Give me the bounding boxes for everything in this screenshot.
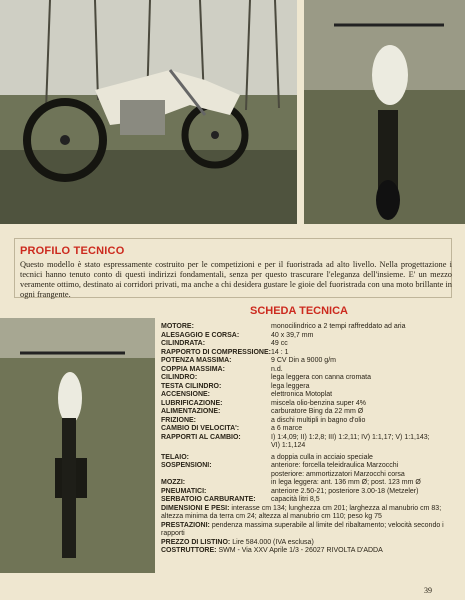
- profilo-tecnico-box: [14, 238, 452, 298]
- spec-label: CILINDRO:: [161, 374, 198, 381]
- spec-row: [161, 323, 457, 332]
- spec-row: [161, 408, 457, 417]
- spec-label: CILINDRATA:: [161, 340, 206, 347]
- scheda-title: SCHEDA TECNICA: [250, 305, 348, 317]
- spec-row: [161, 349, 457, 358]
- spec-value: 40 x 39,7 mm: [271, 331, 314, 339]
- spec-label: DIMENSIONI E PESI:: [161, 504, 230, 512]
- spec-group-engine: [161, 323, 457, 451]
- spec-label: MOTORE:: [161, 323, 194, 330]
- spec-label: PREZZO DI LISTINO:: [161, 538, 231, 546]
- spec-label: POTENZA MASSIMA:: [161, 357, 232, 364]
- spec-value: carburatore Bing da 22 mm Ø: [271, 408, 364, 415]
- spec-label: RAPPORTI AL CAMBIO:: [161, 433, 241, 441]
- spec-value: 49 cc: [271, 340, 288, 347]
- spec-prezzo: [161, 539, 457, 548]
- motorcycle-rear-photo: [0, 318, 155, 573]
- spec-row: [161, 391, 457, 400]
- spec-row: [161, 366, 457, 375]
- spec-label: FRIZIONE:: [161, 416, 196, 424]
- profilo-title: PROFILO TECNICO: [20, 245, 125, 257]
- spec-label: ALESAGGIO E CORSA:: [161, 331, 240, 339]
- spec-row: [161, 488, 457, 497]
- spec-label: LUBRIFICAZIONE:: [161, 399, 223, 407]
- spec-value: Lire 584.000 (IVA esclusa): [232, 538, 314, 546]
- spec-dimensioni: [161, 505, 457, 522]
- spec-row: [161, 332, 457, 341]
- spec-label: CAMBIO DI VELOCITA':: [161, 425, 240, 432]
- spec-label: ACCENSIONE:: [161, 391, 211, 398]
- spec-value: in lega leggera: ant. 136 mm Ø; post. 123 mm Ø: [271, 479, 421, 486]
- spec-value: a 6 marce: [271, 425, 303, 432]
- spec-prestazioni: [161, 522, 457, 539]
- spec-value: elettronica Motoplat: [271, 391, 333, 398]
- spec-value: a doppia culla in acciaio speciale: [271, 453, 373, 461]
- spec-value: pendenza massima superabile al limite del ribaltamento; velocità secondo i rapporti: [161, 521, 444, 537]
- spec-value: SWM - Via XXV Aprile 1/3 - 26027 RIVOLTA D'ADDA: [218, 547, 383, 554]
- spec-row: [161, 434, 457, 451]
- spec-value: miscela olio-benzina super 4%: [271, 399, 366, 407]
- spec-label: MOZZI:: [161, 479, 186, 486]
- spec-row: [161, 454, 457, 463]
- spec-row: [161, 479, 457, 488]
- spec-label: SOSPENSIONI:: [161, 462, 212, 469]
- spec-value: I) 1:4,09; II) 1:2,8; III) 1:2,11; IV) 1:1,17; V) 1:1,143; VI) 1:1,124: [271, 433, 430, 449]
- spec-row: [161, 425, 457, 434]
- spec-value: monocilindrico a 2 tempi raffreddato ad aria: [271, 323, 406, 330]
- spec-label: SERBATOIO CARBURANTE:: [161, 496, 256, 503]
- spec-value: 14 : 1: [271, 348, 289, 356]
- page-number: 39: [424, 586, 432, 595]
- spec-label: PNEUMATICI:: [161, 487, 207, 495]
- spec-row: [161, 340, 457, 349]
- spec-row: [161, 357, 457, 366]
- spec-row: [161, 417, 457, 426]
- spec-value: anteriore: forcella teleidraulica Marzocchi posteriore: ammortizzatori Marzocchi corsa: [271, 462, 405, 478]
- spec-row: [161, 496, 457, 505]
- spec-label: ALIMENTAZIONE:: [161, 408, 221, 415]
- spec-row: [161, 383, 457, 392]
- spec-label: PRESTAZIONI:: [161, 521, 210, 529]
- spec-row: [161, 400, 457, 409]
- spec-label: COPPIA MASSIMA:: [161, 365, 225, 373]
- spec-value: n.d.: [271, 365, 283, 373]
- spec-value: interasse cm 134; lunghezza cm 201; larghezza al manubrio cm 83; altezza minima da terra cm 24; altezza al manubrio cm 110; peso kg 75: [161, 504, 442, 520]
- spec-value: anteriore 2.50-21; posteriore 3.00-18 (Metzeler): [271, 487, 419, 495]
- spec-table: [161, 323, 457, 556]
- spec-value: a dischi multipli in bagno d'olio: [271, 416, 366, 424]
- motorcycle-front-photo: [304, 0, 465, 224]
- spec-row: [161, 374, 457, 383]
- spec-costruttore: [161, 547, 457, 556]
- spec-label: COSTRUTTORE:: [161, 547, 217, 554]
- spec-label: TESTA CILINDRO:: [161, 382, 222, 390]
- spec-value: 9 CV Din a 9000 g/m: [271, 357, 336, 364]
- spec-label: RAPPORTO DI COMPRESSIONE:: [161, 348, 271, 356]
- spec-value: lega leggera con canna cromata: [271, 374, 372, 381]
- spec-label: TELAIO:: [161, 453, 189, 461]
- spec-group-chassis: [161, 454, 457, 505]
- spec-row: [161, 462, 457, 479]
- spec-value: lega leggera: [271, 382, 310, 390]
- motorcycle-side-photo: [0, 0, 297, 224]
- spec-value: capacità litri 8,5: [271, 496, 320, 503]
- profilo-text: Questo modello è stato espressamente costruito per le competizioni e per il fuoristrada ad alto livello. Nella progettazione i tecnici hanno tenuto conto di questi indirizzi fondamentali, senza per questo trascurare l'eleganza dell'insieme. E' un mezzo veramente ottimo, destinato ai corridori privati, ma anche a chi desidera gustare le gioie del fuoristrada con una moto brillante in ogni frangente.: [20, 260, 452, 299]
